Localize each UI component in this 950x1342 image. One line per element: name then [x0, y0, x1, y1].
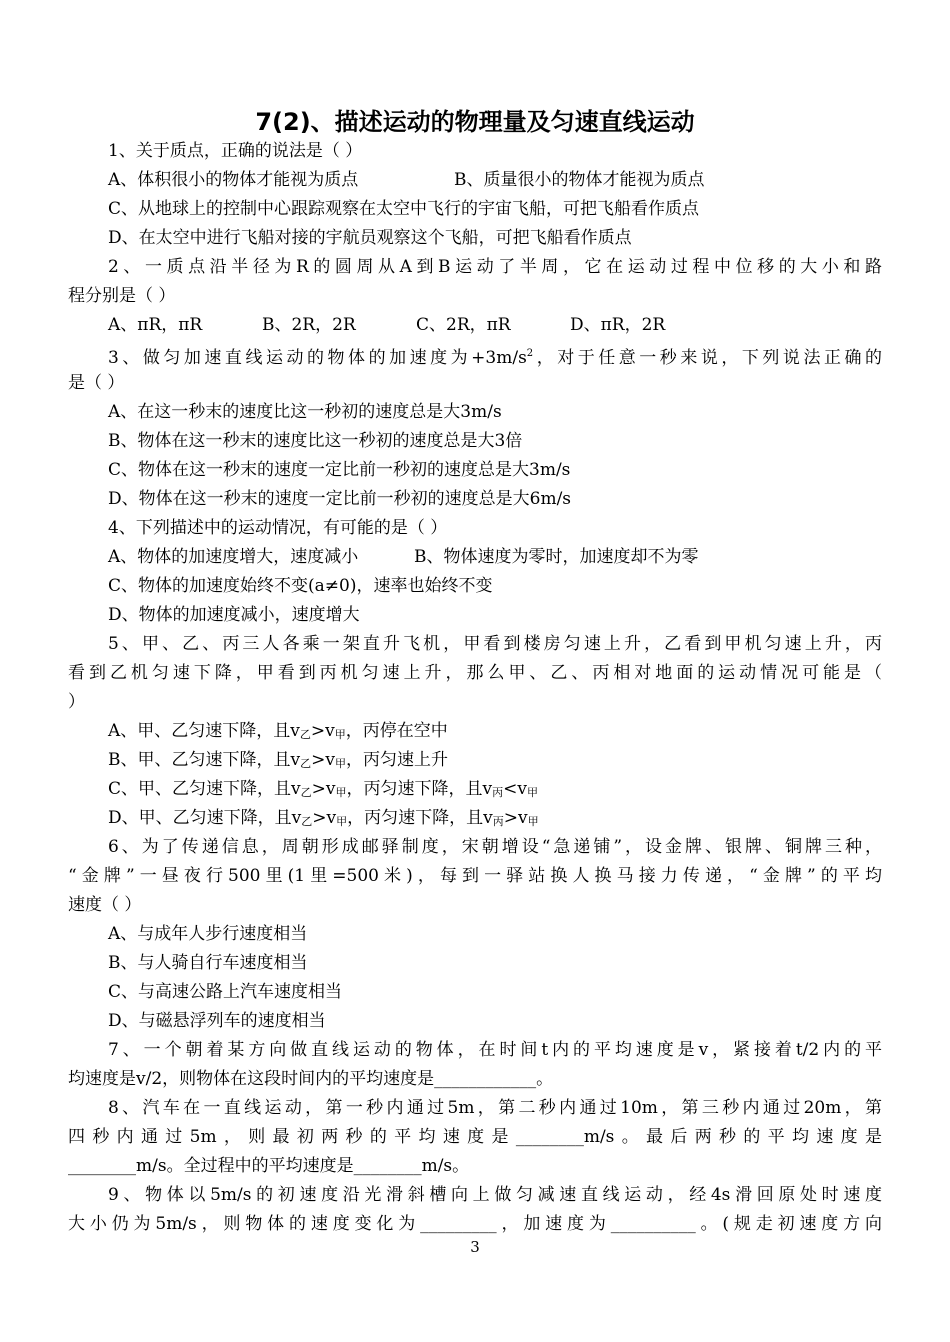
- q5-option-a-sub-yi: 乙: [299, 728, 311, 741]
- q1-option-c: C、从地球上的控制中心跟踪观察在太空中飞行的宇宙飞船，可把飞船看作质点: [108, 199, 700, 219]
- q8-line-3: ________m/s。全过程中的平均速度是________m/s。: [68, 1156, 470, 1176]
- q7-line-1: 7、一个朝着某方向做直线运动的物体，在时间t内的平均速度是v，紧接着t/2内的平: [108, 1040, 882, 1060]
- q5-option-c-lt: <v: [503, 779, 527, 799]
- q5-option-b-sub-yi: 乙: [300, 757, 312, 770]
- q5-option-b-lead: 、甲、乙匀速下降，且v: [120, 750, 301, 770]
- q7-line-2: 均速度是v/2，则物体在这段时间内的平均速度是____________。: [68, 1069, 554, 1089]
- q5-option-c-letter: C: [108, 779, 122, 799]
- q5-option-a-tail: ，丙停在空中: [345, 721, 448, 741]
- q5-option-b-tail: ，丙匀速上升: [345, 750, 448, 770]
- q3-option-a: A、在这一秒末的速度比这一秒初的速度总是大3m/s: [108, 402, 502, 422]
- q5-option-c-gt: >v: [311, 779, 336, 799]
- q6-stem-line-3: 速度（ ）: [68, 895, 142, 915]
- q5-option-d-sub-yi: 乙: [301, 815, 313, 828]
- q5-option-d-sub-jia-2: 甲: [527, 815, 539, 828]
- q5-stem-line-3: ）: [68, 692, 85, 712]
- q9-line-1: 9、物体以5m/s的初速度沿光滑斜槽向上做匀减速直线运动，经4s滑回原处时速度: [108, 1185, 882, 1205]
- q4-option-a: A、物体的加速度增大，速度减小: [108, 547, 359, 567]
- q2-stem-line-1: 2、一质点沿半径为R的圆周从A到B运动了半周，它在运动过程中位移的大小和路: [108, 257, 882, 277]
- q5-option-b-sub-jia: 甲: [334, 757, 346, 770]
- q5-option-b-letter: B: [108, 750, 121, 770]
- q5-option-a: [108, 717, 882, 749]
- q3-option-d: D、物体在这一秒末的速度一定比前一秒初的速度总是大6m/s: [108, 489, 572, 509]
- q6-stem-line-1: 6、为了传递信息，周朝形成邮驿制度，宋朝增设“急递铺”，设金牌、银牌、铜牌三种，: [108, 837, 882, 857]
- q2-option-d: D、πR，2R: [570, 315, 666, 335]
- q5-option-d-letter: D: [108, 808, 122, 828]
- q5-option-d-mid: ，丙匀速下降，且v: [347, 808, 493, 828]
- q5-option-c-sub-jia: 甲: [335, 786, 347, 799]
- q8-line-1: 8、汽车在一直线运动，第一秒内通过5m，第二秒内通过10m，第三秒内通过20m，第: [108, 1098, 882, 1118]
- q2-option-c: C、2R，πR: [416, 315, 511, 335]
- page-title: 7(2)、描述运动的物理量及匀速直线运动: [255, 108, 695, 136]
- q1-option-b: B、质量很小的物体才能视为质点: [454, 170, 705, 190]
- q1-stem: 1、关于质点，正确的说法是（ ）: [108, 141, 363, 161]
- q3-option-b: B、物体在这一秒末的速度比这一秒初的速度总是大3倍: [108, 431, 523, 451]
- q9-line-2: 大小仍为5m/s，则物体的速度变化为_________，加速度为__________。(规走初速度方向: [68, 1214, 882, 1234]
- q4-option-c: C、物体的加速度始终不变(a≠0)，速率也始终不变: [108, 576, 493, 596]
- q5-option-d-lead: 、甲、乙匀速下降，且v: [121, 808, 302, 828]
- q5-stem-line-1: 5、甲、乙、丙三人各乘一架直升飞机，甲看到楼房匀速上升，乙看到甲机匀速上升，丙: [108, 634, 882, 654]
- q5-option-c-sub-bing: 丙: [492, 786, 504, 799]
- q5-option-c-sub-yi: 乙: [300, 786, 312, 799]
- q5-option-b-gt: >v: [311, 750, 335, 770]
- q3-stem-line-1: [108, 340, 882, 372]
- q5-option-d-sub-jia: 甲: [336, 815, 348, 828]
- q2-option-b: B、2R，2R: [262, 315, 356, 335]
- q5-option-d: [108, 804, 882, 836]
- q5-option-b: [108, 746, 882, 778]
- q4-option-d: D、物体的加速度减小，速度增大: [108, 605, 360, 625]
- q5-stem-line-2: 看到乙机匀速下降，甲看到丙机匀速上升，那么甲、乙、丙相对地面的运动情况可能是（: [68, 663, 882, 683]
- q6-option-c: C、与高速公路上汽车速度相当: [108, 982, 343, 1002]
- q5-option-a-lead: 、甲、乙匀速下降，且v: [120, 721, 300, 741]
- q6-option-b: B、与人骑自行车速度相当: [108, 953, 308, 973]
- q3-stem-superscript: 2: [526, 348, 534, 359]
- q6-option-d: D、与磁悬浮列车的速度相当: [108, 1011, 326, 1031]
- q1-option-a: A、体积很小的物体才能视为质点: [108, 170, 359, 190]
- q5-option-c-lead: 、甲、乙匀速下降，且v: [121, 779, 301, 799]
- q5-option-d-gt: >v: [312, 808, 337, 828]
- q5-option-c: [108, 775, 882, 807]
- q5-option-d-sub-bing: 丙: [492, 815, 504, 828]
- q6-option-a: A、与成年人步行速度相当: [108, 924, 308, 944]
- q6-stem-line-2: “金牌”一昼夜行500里(1里=500米)，每到一驿站换人换马接力传递，“金牌”的平均: [68, 866, 882, 886]
- q5-option-c-sub-jia-2: 甲: [526, 786, 538, 799]
- q5-option-a-letter: A: [108, 721, 121, 741]
- page-number: 3: [470, 1238, 480, 1256]
- q3-stem-part-2: ，对于任意一秒来说，下列说法正确的: [533, 348, 882, 368]
- q2-option-a: A、πR，πR: [108, 315, 203, 335]
- q8-line-2: 四秒内通过5m，则最初两秒的平均速度是________m/s。最后两秒的平均速度是: [68, 1127, 882, 1147]
- q3-stem-line-2: 是（ ）: [68, 373, 125, 393]
- q4-stem: 4、下列描述中的运动情况，有可能的是（ ）: [108, 518, 448, 538]
- q5-option-a-sub-jia: 甲: [334, 728, 346, 741]
- q1-option-d: D、在太空中进行飞船对接的宇航员观察这个飞船，可把飞船看作质点: [108, 228, 632, 248]
- q4-option-b: B、物体速度为零时，加速度却不为零: [414, 547, 699, 567]
- q3-option-c: C、物体在这一秒末的速度一定比前一秒初的速度总是大3m/s: [108, 460, 571, 480]
- q5-option-c-mid: ，丙匀速下降，且v: [346, 779, 493, 799]
- q2-stem-line-2: 程分别是（ ）: [68, 286, 176, 306]
- q5-option-d-gt-2: >v: [503, 808, 528, 828]
- q3-stem-part-1: 3、做匀加速直线运动的物体的加速度为+3m/s: [108, 348, 527, 368]
- q5-option-a-gt: >v: [310, 721, 335, 741]
